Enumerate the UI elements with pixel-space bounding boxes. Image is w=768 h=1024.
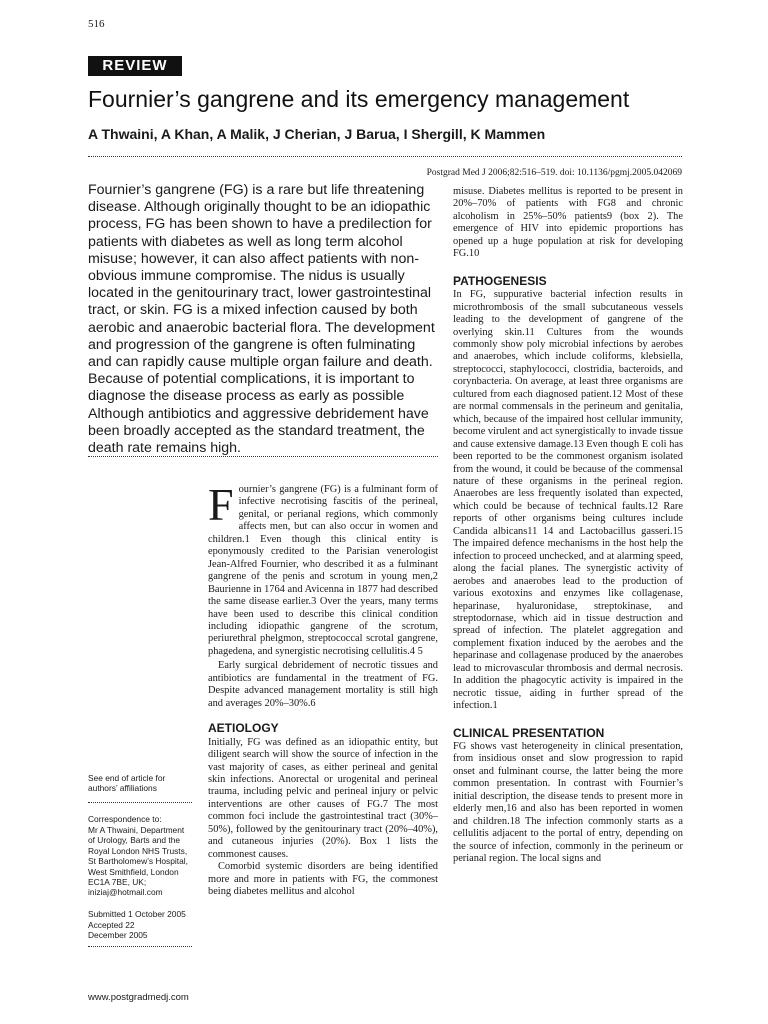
- correspondence-label: Correspondence to:: [88, 814, 162, 824]
- intro-paragraph-2: Early surgical debridement of necrotic tissues and antibiotics are fundamental in the treatment of FG. Despite advanced management mortality is still high and averages 20%–30%.6: [208, 660, 438, 709]
- abstract-divider: [88, 456, 438, 457]
- heading-pathogenesis: PATHOGENESIS: [453, 273, 547, 288]
- correspondence-address: Mr A Thwaini, Department of Urology, Barts and the Royal London NHS Trusts, St Bartholomew’s Hospital, West Smithfield, London EC1A 7BE, UK; iniziaj@hotmail.com: [88, 825, 188, 898]
- journal-url[interactable]: www.postgradmedj.com: [88, 992, 189, 1003]
- pathogenesis-paragraph: In FG, suppurative bacterial infection results in microthrombosis of the small subcutaneous vessels leading to the development of gangrene of the overlying skin.11 Cultures from the wounds commonly show poly microbial infections by aerobes and anaerobes, which include coliforms, klebsiella, streptococci, staphylococci, clostridia, bacteroids, and corynbacteria. On average, at least three organisms are cultured from each diagnosed patient.12 Most of these are normal commensals in the perineum and genitalia, which, because of the impaired host cellular immunity, become virulent and act synergistically to invade tissue and cause extensive damage.13 Even though E coli has been reported to be the commonest organism isolated from the wound, it could be because of the commensal nature of these organisms in the perineal region. Anaerobes are less frequently isolated than expected, which could be because of technical faults.12 Rare reports of other organisms being cultures include Candida albicans11 14 and Lactobacillus gasseri.15 The impaired defence mechanisms in the host help the infection to proceed unchecked, and at alarming speed, along the facial planes. The synergistic activity of aerobes and anaerobes lead to the production of various exotoxins and enzymes like collagenase, heparinase, hyaluronidase, streptokinase, and streptodornase, which aid in tissue destruction and spread of infection. The platelet aggregation and complement fixation induced by the aerobes and the heparinase and collagenase produced by the anaerobes lead to microvascular thrombosis and dermal necrosis. In addition the phagocytic activity is impaired in the necrotic tissue, aiding in further spread of the infection.1: [453, 289, 683, 712]
- aetiology-paragraph-1: Initially, FG was defined as an idiopathic entity, but diligent search will show the source of infection in the vast majority of cases, as either perineal and genital skin infections. Anorectal or urogenital and perineal trauma, including pelvic and perineal injury or pelvic interventions are other causes of FG.7 The most common foci include the gastrointestinal tract (30%–50%), followed by the genitourinary tract (20%–40%), and cutaneous injuries (20%). Box 1 lists the commonest causes.: [208, 736, 438, 860]
- sidebar-divider-2: [88, 946, 192, 947]
- sidebar-divider-1: [88, 802, 192, 803]
- drop-cap: F: [208, 479, 234, 530]
- citation: Postgrad Med J 2006;82:516–519. doi: 10.1136/pgmj.2005.042069: [426, 168, 682, 178]
- heading-aetiology: AETIOLOGY: [208, 721, 279, 736]
- header-divider: [88, 156, 682, 157]
- article-title: Fournier’s gangrene and its emergency management: [88, 86, 630, 112]
- comorbidity-paragraph: misuse. Diabetes mellitus is reported to be present in 20%–70% of patients with FG8 and chronic alcoholism in 25%–50% patients9 (box 2). The emergence of HIV into epidemic proportions has opened up a huge population at risk for developing FG.10: [453, 186, 683, 260]
- abstract: Fournier’s gangrene (FG) is a rare but life threatening disease. Although originally thought to be an idiopathic process, FG has been shown to have a predilection for patients with diabetes as well as long term alcohol misuse; however, it can also affect patients with non-obvious immune compromise. The nidus is usually located in the genitourinary tract, lower gastrointestinal tract, or skin. FG is a mixed infection caused by both aerobic and anaerobic bacterial flora. The development and progression of the gangrene is often fulminating and can rapidly cause multiple organ failure and death. Because of potential complications, it is important to diagnose the disease process as early as possible Although antibiotics and aggressive debridement have been broadly accepted as the standard treatment, the death rate remains high.: [88, 182, 435, 457]
- aetiology-paragraph-2: Comorbid systemic disorders are being identified more and more in patients with FG, the commonest being diabetes mellitus and alcohol: [208, 861, 438, 898]
- intro-paragraph: [208, 479, 438, 658]
- column-middle: [208, 479, 438, 899]
- accepted-date: Accepted 22 December 2005: [88, 920, 148, 941]
- intro-text: ournier’s gangrene (FG) is a fulminant form of infective necrotising fascitis of the perineal, genital, or perianal regions, which commonly affects men, but can also occur in women and children.1 Even though this clinical entity is eponymously credited to the Parisian venerologist Jean-Alfred Fournier, who described it as a fulminant gangrene of the penis and scrotum in young men,2 Baurienne in 1764 and Avicenna in 1877 had described the same disease earlier.3 Over the years, many terms have been used to describe this clinical condition including idiopathic gangrene of the scrotum, periurethral phelgmon, streptococcal scrotal gangrene, phagedena, and synergistic necrotising cellulitis.4 5: [208, 484, 438, 657]
- section-label: REVIEW: [88, 56, 182, 76]
- heading-clinical-presentation: CLINICAL PRESENTATION: [453, 725, 605, 740]
- column-right: [453, 186, 683, 866]
- page-number: 516: [88, 18, 105, 30]
- clinical-paragraph: FG shows vast heterogeneity in clinical presentation, from insidious onset and slow progression to rapid onset and fulminant course, the latter being the more common presentation. In contrast with Fournier’s initial description, the disease tends to present more in elderly men,16 and also has been reported in women and children.18 The infection commonly starts as a cellulitis adjacent to the portal of entry, depending on the source of infection, commonly in the perineum or perianal region. The local signs and: [453, 741, 683, 865]
- affiliations-note: See end of article for authors’ affiliations: [88, 773, 166, 794]
- author-list: A Thwaini, A Khan, A Malik, J Cherian, J Barua, I Shergill, K Mammen: [88, 126, 546, 142]
- submitted-date: Submitted 1 October 2005: [88, 909, 186, 919]
